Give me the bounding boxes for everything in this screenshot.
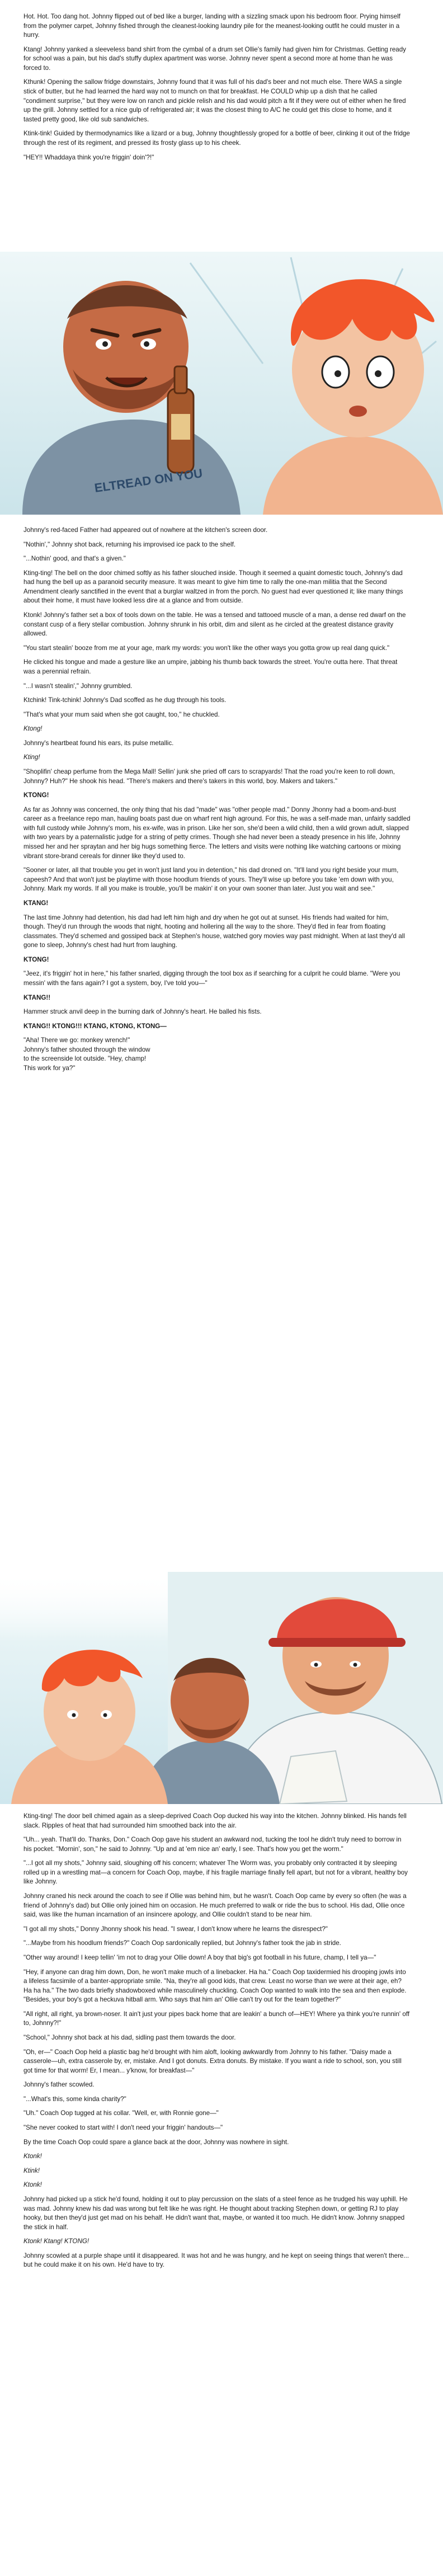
- sound-effect: KTONG!: [23, 792, 49, 799]
- paragraph: Johnny scowled at a purple shape until it disappeared. It was hot and he was hungry, and he kept on seeing things that weren't there... but he could make it on his own. He'd have to try.: [23, 2252, 409, 2269]
- paragraph: The last time Johnny had detention, his dad had left him high and dry when he got out at sunset. His friends had waited for him, though. They'd run through the woods that night, hooting and hollering all the way to the shore. They'd fled in fear from floating classmates. They'd schemed and gossiped back at Stephen's house, watched gory movies way past midnight. When at last they'd all gone to sleep, Johnny's chest had hurt from laughing.: [23, 913, 405, 949]
- sound-effect: Ktonk!: [23, 2153, 42, 2160]
- shirt-lettering: ELTREAD ON YOU: [93, 466, 204, 495]
- dialogue-line: "...What's this, some kinda charity?": [23, 2095, 126, 2103]
- dialogue-line: "...I wasn't stealin'," Johnny grumbled.: [23, 682, 133, 690]
- dialogue-line: "...Maybe from his hoodlum friends?" Coach Oop sardonically replied, but Johnny's father took the jab in stride.: [23, 1939, 341, 1947]
- story-section-3: [0, 1804, 443, 2576]
- sound-effect: Kting!: [23, 754, 40, 761]
- paragraph: Johnny's heartbeat found his ears, its pulse metallic.: [23, 739, 174, 747]
- sound-effect: Ktong!: [23, 725, 43, 733]
- story-section-1: [0, 0, 443, 252]
- paragraph: Ktang! Johnny yanked a sleeveless band shirt from the cymbal of a drum set Ollie's family had given him for Christmas. Getting ready for school was a pain, but his dad's stuffy duplex apartment was worse. Johnny never spent a second more at home than he was forced to.: [23, 45, 406, 72]
- casserole-bag: [280, 1751, 347, 1804]
- paragraph: Johnny had picked up a stick he'd found, holding it out to play percussion on the slats of a steel fence as he trudged his way uphill. He was mad. Johnny knew his dad was wrong but felt like he was right. He thought about tracking Stephen down, or getting RJ to play hooky, but then they'd just get mad on his behalf. He didn't want that, maybe, or wanted it too much. He didn't know. Johnny snapped the stick in half.: [23, 2195, 408, 2231]
- dialogue-line: "All right, all right, ya brown-noser. It ain't just your pipes back home that are leakin' a bunch of—HEY! Where ya think you're runnin' off to, Johnny?!": [23, 2010, 410, 2027]
- paragraph: Ktonk! Johnny's father set a box of tools down on the table. He was a tensed and tattooed muscle of a man, a dense red dwarf on the constant cusp of a fiery stellar combustion. Johnny shrunk in his orbit, dim and silent as he circled at the greatest distance gravity allowed.: [23, 611, 406, 638]
- dialogue-line: "Aha! There we go: monkey wrench!" Johnny's father shouted through the window to the screenside lot outside. "Hey, champ! This work for ya?": [23, 1037, 150, 1072]
- paragraph: He clicked his tongue and made a gesture like an umpire, jabbing his thumb back towards the street. You're outta here. That threat was a perennial refrain.: [23, 658, 398, 675]
- dialogue-line: "Jeez, it's friggin' hot in here," his father snarled, digging through the tool box as if searching for a culprit he could blame. "Were you messin' with the fans again? I got a system, boy, I've told you—": [23, 970, 400, 987]
- sound-effect: Ktonk! Ktang! KTONG!: [23, 2238, 89, 2245]
- paragraph: Johnny's father scowled.: [23, 2081, 95, 2089]
- paragraph: Ktink-tink! Guided by thermodynamics like a lizard or a bug, Johnny thoughtlessly groped for a bottle of beer, clinking it out of the fridge through the rest of its regiment, and pressed its frosty glass up to his cheek.: [23, 130, 410, 147]
- dialogue-line: "Sooner or later, all that trouble you get in won't just land you in detention," his dad droned on. "It'll land you right beside your mum, capeesh? And that won't just be playtime with those hoodlum friends of yours. They'll wise up before you take 'em down with you, Johnny. Mark my words. If all you make is trouble, you'll be makin' it on your own sooner than later. Just you wait and see.": [23, 866, 399, 893]
- paragraph: Kthunk! Opening the sallow fridge downstairs, Johnny found that it was full of his dad's beer and not much else. There WAS a single stick of butter, but he had learned the hard way not to munch on that for breakfast. He COULD whip up a dish that he called "condiment surprise," but they were low on ranch and pickle relish and his dad would pitch a fit if they were out of either when he fired up the grill. Johnny settled for a nice gulp of refrigerated air; it was the closest thing to A/C he could get this close to home, and it tasted pretty good, like old sub sandwiches.: [23, 78, 406, 123]
- paragraph: Hot. Hot. Too dang hot. Johnny flipped out of bed like a burger, landing with a sizzling smack upon his bedroom floor. Prying himself from the polymer carpet, Johnny fished through the cleanest-looking laundry pile for the meanest-looking outfit he could muster in a hurry.: [23, 13, 400, 39]
- sound-effect: KTANG!! KTONG!!! KTANG, KTONG, KTONG—: [23, 1022, 167, 1030]
- dialogue-line: "...Nothin' good, and that's a given.": [23, 555, 126, 563]
- dialogue-line: "Hey, if anyone can drag him down, Don, he won't make much of a linebacker. Ha ha." Coach Oop taxidermied his drooping jowls into a lifeless facsimile of a banter-appropriate smile. "Na, they're all good kids, that crew. Least no worse than we were at their age, eh? Ha ha ha." The two dads briefly shadowboxed while masculinely chuckling. Coach Oop wanted to walk into the sea and then explode. "Besides, your boy's got a heckuva hitball arm. Who says that him an' Ollie can't try out for the team together?": [23, 1968, 407, 2004]
- paragraph: Ktchink! Tink-tchink! Johnny's Dad scoffed as he dug through his tools.: [23, 696, 227, 704]
- dialogue-line: "Uh... yeah. That'll do. Thanks, Don." Coach Oop gave his student an awkward nod, tucking the tool he didn't truly need to borrow in his pocket. "Mornin', son," he said to Johnny. "Up and at 'em nice an' early, I see. That's how you get the worm.": [23, 1836, 402, 1853]
- story-section-2: [0, 515, 443, 1650]
- dialogue-line: "You start stealin' booze from me at your age, mark my words: you won't like the other ways you gotta grow up real dang quick.": [23, 644, 390, 652]
- sound-effect: KTANG!!: [23, 993, 51, 1001]
- paragraph: Johnny craned his neck around the coach to see if Ollie was behind him, but he wasn't. Coach Oop came by every so often (he was a friend of Johnny's dad) but Ollie only joined him on occasion. He much preferred to walk or ride the bus to school. His dad, Ollie once said, was like the human incarnation of an insincere apology, and Ollie couldn't stand to be near him.: [23, 1892, 407, 1919]
- dialogue-line: "HEY!! Whaddaya think you're friggin' doin'?!": [23, 153, 154, 161]
- paragraph: Johnny's red-faced Father had appeared out of nowhere at the kitchen's screen door.: [23, 526, 268, 534]
- sound-effect: KTANG!: [23, 899, 49, 907]
- sound-effect: Ktink!: [23, 2167, 40, 2174]
- paragraph: Kting-ting! The door bell chimed again as a sleep-deprived Coach Oop ducked his way into the kitchen. Johnny blinked. His hands fell slack. Ripples of heat that had surrounded him smoothed back into the air.: [23, 1812, 407, 1829]
- paragraph: As far as Johnny was concerned, the only thing that his dad "made" was "other people mad." Donny Jhonny had a boom-and-bust career as a freelance repo man, hauling boats past due on wharf rent high aground. For this, he was a self-made man, unfairly saddled with full custody while Johnny's mom, his ex-wife, was in prison. Like her son, she'd been a wild child, then a wild grown adult, slapped with two years by a paternalistic judge for a string of petty crimes. Though she had never been a steady presence in his life, Johnny missed her and her spraytan and her big hugs something fierce. The letters and visits were nothing like watching cartoons or mixing vibrant store-brand cereals for dinner like they'd used to.: [23, 806, 411, 860]
- dialogue-line: "She never cooked to start with! I don't need your friggin' handouts—": [23, 2124, 223, 2132]
- illustration-father-confronts-johnny: [0, 252, 443, 515]
- dialogue-line: "Nothin'," Johnny shot back, returning his improvised ice pack to the shelf.: [23, 540, 236, 548]
- dialogue-line: "Other way around! I keep tellin' 'im not to drag your Ollie down! A boy that big's got football in his future, champ, I tell ya—": [23, 1953, 376, 1961]
- dialogue-line: "That's what your mum said when she got caught, too," he chuckled.: [23, 710, 220, 718]
- sound-effect: Ktonk!: [23, 2181, 42, 2189]
- dialogue-line: "Oh, er—" Coach Oop held a plastic bag he'd brought with him aloft, looking awkwardly from Johnny to his father. "Daisy made a casserole—uh, extra casserole by, er, mistake. And I got donuts. Extra donuts. By mistake. If you want a ride to school, son, you still got time for that worm! Er, I mean... y'know, for breakfast—": [23, 2048, 402, 2074]
- dialogue-line: "School," Johnny shot back at his dad, sidling past them towards the door.: [23, 2033, 236, 2041]
- dialogue-line: "Shoplifin' cheap perfume from the Mega Mall! Sellin' junk she pried off cars to scrapyards! That the road you're keen to roll down, Johnny? Huh?" He shook his head. "There's makers and there's takers in this world, boy. Makers and takers.": [23, 767, 395, 785]
- dialogue-line: "I got all my shots," Donny Jhonny shook his head. "I swear, I don't know where he learns the disrespect?": [23, 1925, 328, 1933]
- paragraph: Hammer struck anvil deep in the burning dark of Johnny's heart. He balled his fists.: [23, 1008, 262, 1016]
- paragraph: By the time Coach Oop could spare a glance back at the door, Johnny was nowhere in sight.: [23, 2138, 289, 2146]
- illustration-coach-oop-arrives: [0, 1572, 443, 1804]
- sound-effect: KTONG!: [23, 955, 49, 963]
- paragraph: Kting-ting! The bell on the door chimed softly as his father slouched inside. Though it seemed a quaint domestic touch, Johnny's dad had hung the bell up as a paranoid security measure. It was meant to give him time to rally the one-man militia that the Second Amendment clearly sanctified in the event that a burglar waltzed in from the porch. No guest had ever questioned it; like many things about their home, it must have looked less dire at a glance and from outside.: [23, 569, 403, 605]
- dialogue-line: "Uh." Coach Oop tugged at his collar. "Well, er, with Ronnie gone—": [23, 2109, 219, 2117]
- dialogue-line: "...I got all my shots," Johnny said, sloughing off his concern; whatever The Worm was, you probably only contracted it by sleeping rolled up in a wrestling mat—a concern for Coach Oop, maybe, if his fragile marriage finally fell apart, but not for a vibrant, healthy boy like Johnny.: [23, 1859, 408, 1886]
